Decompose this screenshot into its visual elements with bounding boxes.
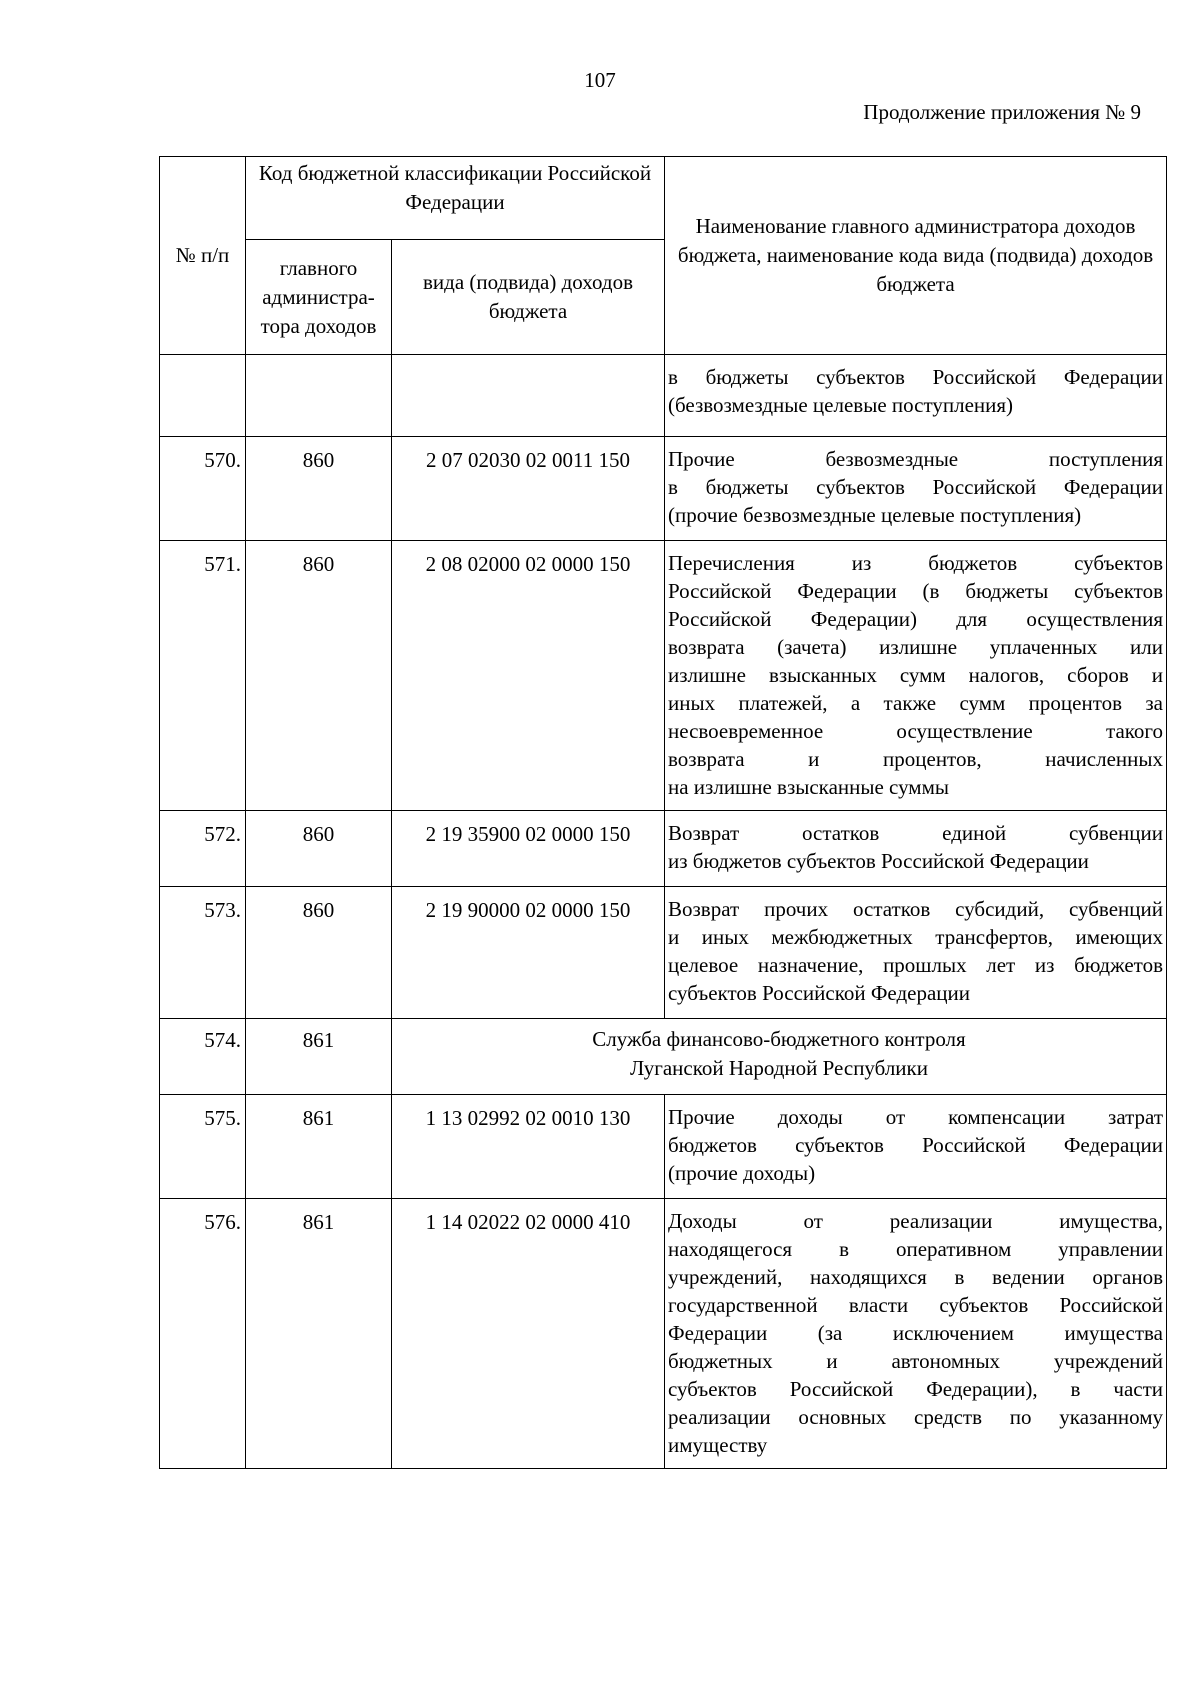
row-number — [160, 355, 246, 437]
budget-classification-table — [159, 156, 1167, 1469]
description-line: Федерации (за исключением имущества — [668, 1321, 1163, 1345]
table-row — [160, 1019, 1167, 1095]
description-line: субъектов Российской Федерации — [668, 981, 971, 1005]
row-number: 576. — [160, 1199, 246, 1469]
description-line: (безвозмездные целевые поступления) — [668, 393, 1014, 417]
description-line: имуществу — [668, 1433, 768, 1457]
table-row — [160, 541, 1167, 811]
description-line: в бюджеты субъектов Российской Федерации — [668, 365, 1163, 389]
row-income-code: 1 13 02992 02 0010 130 — [392, 1095, 665, 1199]
row-admin-code: 861 — [246, 1199, 392, 1469]
section-title-line: Луганской Народной Республики — [630, 1056, 928, 1080]
appendix-continuation-note: Продолжение приложения № 9 — [863, 100, 1141, 124]
row-income-code — [392, 355, 665, 437]
description-line: учреждений, находящихся в ведении органов — [668, 1265, 1163, 1289]
row-description — [665, 1199, 1167, 1469]
row-description — [665, 887, 1167, 1019]
description-line: возврата и процентов, начисленных — [668, 747, 1163, 771]
table-row — [160, 811, 1167, 887]
table-body — [160, 355, 1167, 1469]
section-title-line: Служба финансово-бюджетного контроля — [592, 1027, 966, 1051]
description-line: целевое назначение, прошлых лет из бюджетов — [668, 953, 1163, 977]
description-line: Перечисления из бюджетов субъектов — [668, 551, 1163, 575]
description-line: Прочие безвозмездные поступления — [668, 447, 1163, 471]
row-number: 574. — [160, 1019, 246, 1095]
header-name: Наименование главного администратора доходов бюджета, наименование кода вида (подвида) доходов бюджета — [665, 157, 1167, 355]
row-admin-code: 860 — [246, 811, 392, 887]
row-number: 570. — [160, 437, 246, 541]
description-line: (прочие доходы) — [668, 1161, 816, 1185]
table-row — [160, 355, 1167, 437]
table-row — [160, 887, 1167, 1019]
row-admin-code: 861 — [246, 1019, 392, 1095]
row-income-code: 2 19 35900 02 0000 150 — [392, 811, 665, 887]
table-row — [160, 437, 1167, 541]
row-admin-code: 860 — [246, 541, 392, 811]
description-line: Возврат остатков единой субвенции — [668, 821, 1163, 845]
table-row — [160, 1199, 1167, 1469]
description-line: Прочие доходы от компенсации затрат — [668, 1105, 1163, 1129]
description-line: государственной власти субъектов Российской — [668, 1293, 1163, 1317]
section-title — [392, 1019, 1167, 1095]
row-description — [665, 541, 1167, 811]
header-code: вида (подвида) доходов бюджета — [392, 240, 665, 355]
description-line: и иных межбюджетных трансфертов, имеющих — [668, 925, 1163, 949]
page-number: 107 — [584, 68, 616, 92]
description-line: (прочие безвозмездные целевые поступления) — [668, 503, 1082, 527]
table-row — [160, 1095, 1167, 1199]
description-line: субъектов Российской Федерации), в части — [668, 1377, 1163, 1401]
header-admin: главного администра-тора доходов — [246, 240, 392, 355]
description-line: реализации основных средств по указанному — [668, 1405, 1163, 1429]
row-income-code: 2 07 02030 02 0011 150 — [392, 437, 665, 541]
header-code-group: Код бюджетной классификации Российской Федерации — [246, 157, 665, 240]
description-line: Российской Федерации) для осуществления — [668, 607, 1163, 631]
description-line: из бюджетов субъектов Российской Федерации — [668, 849, 1089, 873]
row-admin-code — [246, 355, 392, 437]
row-description — [665, 811, 1167, 887]
description-line: бюджетных и автономных учреждений — [668, 1349, 1163, 1373]
row-admin-code: 860 — [246, 437, 392, 541]
description-line: на излишне взысканные суммы — [668, 775, 949, 799]
row-number: 573. — [160, 887, 246, 1019]
description-line: в бюджеты субъектов Российской Федерации — [668, 475, 1163, 499]
row-income-code: 2 19 90000 02 0000 150 — [392, 887, 665, 1019]
description-line: иных платежей, а также сумм процентов за — [668, 691, 1163, 715]
row-description — [665, 355, 1167, 437]
row-income-code: 2 08 02000 02 0000 150 — [392, 541, 665, 811]
row-number: 575. — [160, 1095, 246, 1199]
row-description — [665, 437, 1167, 541]
row-admin-code: 861 — [246, 1095, 392, 1199]
description-line: возврата (зачета) излишне уплаченных или — [668, 635, 1163, 659]
row-number: 572. — [160, 811, 246, 887]
description-line: Российской Федерации (в бюджеты субъектов — [668, 579, 1163, 603]
header-number: № п/п — [160, 157, 246, 355]
description-line: находящегося в оперативном управлении — [668, 1237, 1163, 1261]
description-line: Возврат прочих остатков субсидий, субвенций — [668, 897, 1163, 921]
description-line: Доходы от реализации имущества, — [668, 1209, 1163, 1233]
description-line: несвоевременное осуществление такого — [668, 719, 1163, 743]
row-description — [665, 1095, 1167, 1199]
row-number: 571. — [160, 541, 246, 811]
description-line: бюджетов субъектов Российской Федерации — [668, 1133, 1163, 1157]
row-income-code: 1 14 02022 02 0000 410 — [392, 1199, 665, 1469]
description-line: излишне взысканных сумм налогов, сборов и — [668, 663, 1163, 687]
row-admin-code: 860 — [246, 887, 392, 1019]
